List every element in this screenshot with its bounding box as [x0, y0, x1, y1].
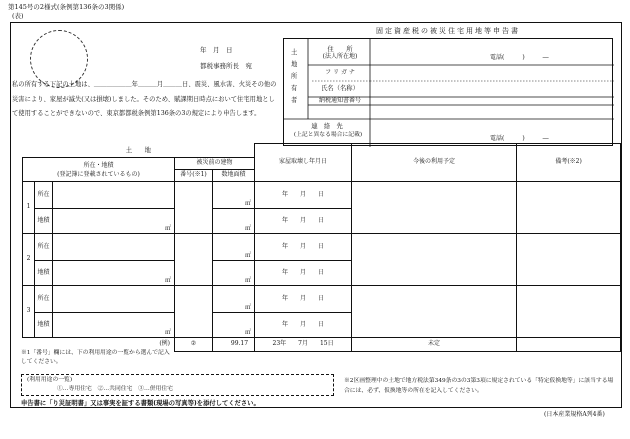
address-label-corp: (法人所在地) — [322, 53, 358, 60]
building-number-cell[interactable] — [175, 286, 213, 338]
unit-sqm: ㎡ — [164, 225, 171, 233]
address-phone-label: 電話( ) ― — [490, 54, 549, 61]
contact-note: (上記と異なる場合に記載) — [293, 132, 363, 138]
form-title: 固定資産税の被災住宅用地等申告書 — [376, 27, 520, 35]
demolition-date-cell[interactable]: 年 月 日 — [255, 286, 352, 313]
header-land: 土 地 — [23, 144, 255, 158]
floor-area-cell[interactable] — [213, 209, 255, 234]
contact-phone-label: 電話( ) ― — [490, 135, 549, 142]
usage-legend-items: ①…専用住宅 ②…共同住宅 ③…併用住宅 — [57, 386, 173, 392]
example-remarks — [517, 338, 621, 352]
unit-sqm: ㎡ — [164, 277, 171, 285]
demolition-date-cell[interactable]: 年 月 日 — [255, 234, 352, 261]
contact-label: 連 絡 先 — [311, 123, 343, 130]
floor-area-cell[interactable] — [213, 286, 255, 313]
unit-sqm: ㎡ — [245, 225, 252, 233]
location-input[interactable] — [53, 286, 175, 313]
example-label: (例) — [159, 340, 170, 348]
example-number: ② — [175, 338, 213, 352]
area-label: 地積 — [35, 261, 53, 286]
future-use-cell[interactable] — [352, 286, 517, 338]
floor-area-cell[interactable] — [213, 234, 255, 261]
header-future-use: 今後の利用予定 — [352, 144, 517, 182]
floor-area-cell[interactable] — [213, 182, 255, 209]
remarks-cell[interactable] — [517, 286, 621, 338]
row-number: 3 — [23, 286, 35, 338]
building-number-cell[interactable] — [175, 182, 213, 234]
location-label — [35, 286, 53, 313]
note-1: ※1「番号」欄には、下の利用用途の一覧から選んで記入してください。 — [21, 350, 170, 365]
usage-legend-title: (利用用途の一覧) — [27, 377, 73, 383]
declaration-text: 私の所有する下記の土地は、＿＿＿＿＿＿年＿＿＿月＿＿＿日、震災、風水害、火災その他の災害により、家屋が滅失(又は損壊)しました。そのため、賦課期日時点において住宅用地として使用することができないので、東京都都税条例第136条の3の規定により申告します。 — [12, 81, 277, 117]
header-demolition-date: 家屋取壊し年月日 — [255, 144, 352, 182]
row-number: 1 — [23, 182, 35, 234]
floor-area-cell[interactable] — [213, 313, 255, 338]
header-location-sub: (登記簿に登載されているもの) — [57, 170, 140, 178]
demolition-date-cell[interactable]: 年 月 日 — [255, 313, 352, 338]
form-side: (表) — [12, 12, 24, 20]
remarks-cell[interactable] — [517, 182, 621, 234]
demolition-date-cell[interactable]: 年 月 日 — [255, 261, 352, 286]
future-use-cell[interactable] — [352, 234, 517, 286]
tax-notice-number-label: 納税通知書番号 — [318, 97, 361, 104]
example-area-value: 99.17 — [230, 340, 249, 348]
demolition-date-cell[interactable]: 年 月 日 — [255, 209, 352, 234]
floor-area-cell[interactable] — [213, 261, 255, 286]
unit-sqm: ㎡ — [164, 329, 171, 337]
name-label: 氏名（名称） — [321, 85, 359, 92]
address-label: 住 所 — [327, 46, 353, 53]
remarks-cell[interactable] — [517, 234, 621, 286]
unit-sqm: ㎡ — [245, 200, 252, 208]
location-label — [35, 234, 53, 261]
unit-sqm: ㎡ — [245, 329, 252, 337]
table-row — [23, 286, 621, 313]
furigana-label: フ リ ガ ナ — [325, 69, 355, 76]
building-number-cell[interactable] — [175, 234, 213, 286]
location-input[interactable] — [53, 182, 175, 209]
example-date: 23年 7月 15日 — [255, 338, 352, 352]
location-label-text: 所在 — [37, 294, 50, 302]
land-table — [22, 143, 621, 352]
attachment-notice: 申告書に「り災証明書」又は事実を証する書類(現場の写真等)を添付してください。 — [21, 400, 260, 407]
table-row — [23, 182, 621, 209]
example-area — [213, 338, 255, 352]
date-line: 年 月 日 — [200, 46, 233, 54]
area-input[interactable] — [53, 209, 175, 234]
example-future-use: 未定 — [352, 338, 517, 352]
area-input[interactable] — [53, 261, 175, 286]
area-label: 地積 — [35, 313, 53, 338]
unit-sqm: ㎡ — [245, 277, 252, 285]
form-number: 第145号の2様式(条例第136条の3関係) — [8, 3, 125, 11]
area-label: 地積 — [35, 209, 53, 234]
landowner-group-label: 土地所有者 — [291, 49, 298, 104]
applicant-box — [283, 38, 613, 146]
future-use-cell[interactable] — [352, 182, 517, 234]
header-floor-area: 数地面積 — [213, 170, 255, 182]
addressee: 都税事務所長 宛 — [200, 62, 252, 70]
location-label-text: 所在 — [37, 242, 50, 250]
location-label-text: 所在 — [37, 191, 50, 198]
jis-paper-size: (日本産業規格A列4番) — [544, 411, 605, 418]
unit-sqm: ㎡ — [245, 252, 252, 260]
note-2: ※2区画整理中の土地で地方税法第349条の3の3第3項に規定されている「特定仮換地等」に該当する場合には、必ず、仮換地等の所在を記入してください。 — [344, 378, 614, 394]
header-number: 番号(※1) — [175, 170, 213, 182]
unit-sqm: ㎡ — [245, 304, 252, 312]
location-input[interactable] — [53, 234, 175, 261]
header-remarks: 備考(※2) — [517, 144, 621, 182]
header-building: 被災前の建物 — [175, 158, 255, 170]
header-location-main: 所在・地積 — [83, 161, 114, 169]
table-row — [23, 234, 621, 261]
header-location — [23, 158, 175, 182]
location-label — [35, 182, 53, 209]
row-number: 2 — [23, 234, 35, 286]
area-input[interactable] — [53, 313, 175, 338]
demolition-date-cell[interactable]: 年 月 日 — [255, 182, 352, 209]
